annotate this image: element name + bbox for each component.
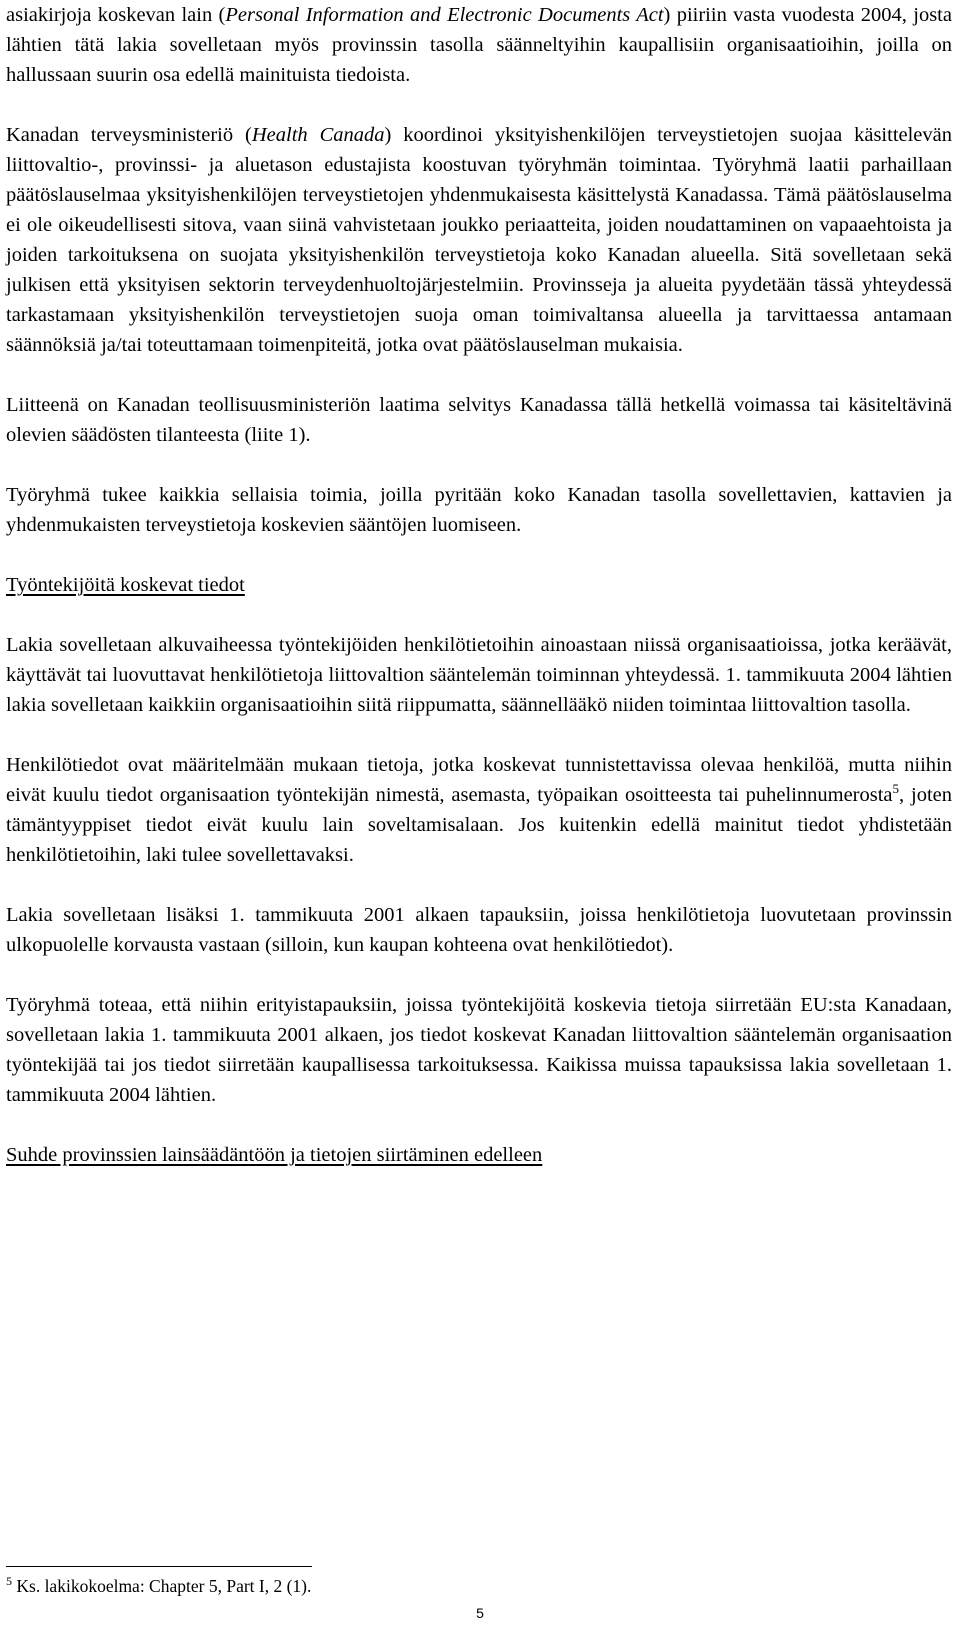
footnote-reference[interactable]: 5	[892, 781, 900, 797]
paragraph-text: ) piiriin vasta vuodesta 2004, josta lähtien tätä lakia sovelletaan myös provinssin tasolla säänneltyihin kaupallisiin organisaatioihin, joilla on hallussaan suurin osa edellä mainituista tiedoista.	[6, 4, 952, 86]
paragraph-text: ) koordinoi yksityishenkilöjen terveystietojen suojaa käsittelevän liittovaltio-, provinssi- ja aluetason edustajista koostuvan työryhmän toimintaa. Työryhmä laatii parhaillaan päätöslauselmaa yksityishenkilöjen terveystietojen yhdenmukaisesta käsittelystä Kanadassa. Tämä päätöslauselma ei ole oikeudellisesti sitova, vaan siinä vahvistetaan joukko periaatteita, joiden noudattaminen on vapaaehtoista ja joiden tarkoituksena on suojata yksityishenkilön terveystietoja koko Kanadan alueella. Sitä sovelletaan sekä julkisen että yksityisen sektorin terveydenhuoltojärjestelmiin. Provinsseja ja alueita pyydetään tässä yhteydessä tarkastamaan yksityishenkilön terveystietojen suoja oman toimivaltansa alueella ja tarvittaessa antamaan säännöksiä ja/tai toteuttamaan toimenpiteitä, jotka ovat päätöslauselman mukaisia.	[6, 124, 953, 356]
paragraph-text: , joten tämäntyyppiset tiedot eivät kuulu lain soveltamisalaan. Jos kuitenkin edellä mainitut tiedot yhdistetään henkilötietoihin, laki tulee sovellettavaksi.	[6, 784, 952, 866]
act-name-italic: Personal Information and Electronic Documents Act	[225, 4, 664, 26]
footnote-text: Ks. lakikokoelma: Chapter 5, Part I, 2 (1).	[12, 1576, 312, 1596]
footnote-marker: 5	[6, 1574, 12, 1589]
document-body	[6, 0, 952, 1170]
paragraph-eu-transfer: Työryhmä toteaa, että niihin erityistapauksiin, joissa työntekijöitä koskevia tietoja siirretään EU:sta Kanadaan, sovelletaan lakia 1. tammikuuta 2001 alkaen, jos tiedot koskevat Kanadan liittovaltion sääntelemän organisaation työntekijää tai jos tiedot siirretään kaupallisessa tarkoituksessa. Kaikissa muissa tapauksissa lakia sovelletaan 1. tammikuuta 2004 lähtien.	[6, 994, 952, 1106]
footnote-divider	[6, 1566, 312, 1567]
paragraph-health-canada	[6, 120, 952, 360]
paragraph-text: Kanadan terveysministeriö (	[6, 124, 252, 146]
paragraph-employee-data: Lakia sovelletaan alkuvaiheessa työntekijöiden henkilötietoihin ainoastaan niissä organisaatioissa, jotka keräävät, käyttävät tai luovuttavat henkilötietoja liittovaltion sääntelemän toiminnan yhteydessä. 1. tammikuuta 2004 lähtien lakia sovelletaan kaikkiin organisaatioihin siitä riippumatta, säännellääkö niiden toimintaa liittovaltion tasolla.	[6, 634, 952, 716]
paragraph-annex: Liitteenä on Kanadan teollisuusministeriön laatima selvitys Kanadassa tällä hetkellä voimassa tai käsiteltävinä olevien säädösten tilanteesta (liite 1).	[6, 394, 952, 446]
paragraph-personal-data-definition	[6, 750, 952, 870]
paragraph-working-group: Työryhmä tukee kaikkia sellaisia toimia, joilla pyritään koko Kanadan tasolla sovellettavien, kattavien ja yhdenmukaisten terveystietoja koskevien sääntöjen luomiseen.	[6, 484, 952, 536]
paragraph-disclosure: Lakia sovelletaan lisäksi 1. tammikuuta 2001 alkaen tapauksiin, joissa henkilötietoja luovutetaan provinssin ulkopuolelle korvausta vastaan (silloin, kun kaupan kohteena ovat henkilötiedot).	[6, 904, 952, 956]
section-heading-employee-data: Työntekijöitä koskevat tiedot	[6, 574, 245, 596]
paragraph-text: asiakirjoja koskevan lain (	[6, 4, 226, 26]
paragraph-text: Henkilötiedot ovat määritelmään mukaan tietoja, jotka koskevat tunnistettavissa olevaa henkilöä, mutta niihin eivät kuulu tiedot organisaation työntekijän nimestä, asemasta, työpaikan osoitteesta tai puhelinnumerosta	[6, 754, 952, 806]
agency-name-italic: Health Canada	[251, 124, 385, 146]
paragraph-pipeda-scope	[6, 0, 952, 90]
page-number: 5	[476, 1605, 484, 1621]
footnote	[6, 1574, 311, 1598]
section-heading-provincial-law: Suhde provinssien lainsäädäntöön ja tietojen siirtäminen edelleen	[6, 1144, 543, 1166]
